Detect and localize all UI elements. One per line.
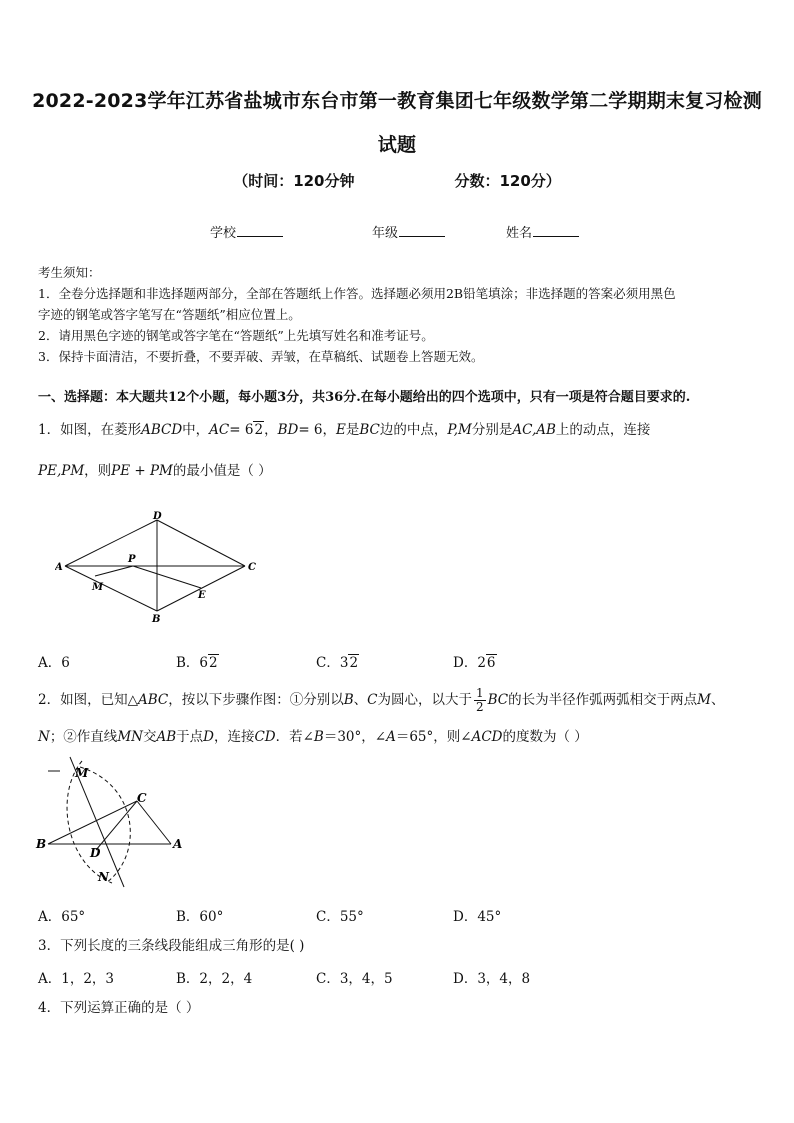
q2-option-d[interactable]: D．45° [453, 909, 502, 925]
exam-title-line2: 试题 [377, 134, 417, 156]
q1-option-d[interactable]: D．26 [453, 655, 496, 671]
fig2-label-n: N [98, 870, 109, 884]
q1-option-a[interactable]: A．6 [38, 655, 70, 671]
q3-stem: 3．下列长度的三条线段能组成三角形的是( ) [38, 938, 305, 954]
fig2-label-m: M [75, 766, 89, 780]
grade-label: 年级 [372, 226, 399, 241]
q3-option-d[interactable]: D．3，4，8 [453, 971, 531, 987]
name-label: 姓名 [506, 226, 533, 241]
school-field[interactable] [210, 222, 283, 241]
time-info: （时间：120分钟 [233, 172, 355, 190]
fig1-label-e: E [198, 590, 206, 601]
q1-option-c[interactable]: C．32 [316, 655, 359, 671]
fig1-label-d: D [153, 511, 162, 522]
q3-option-c[interactable]: C．3，4，5 [316, 971, 393, 987]
q2-option-c[interactable]: C．55° [316, 909, 364, 925]
q2-fraction: $\frac{1}{2}$ [476, 686, 484, 714]
name-field[interactable] [506, 222, 579, 241]
fig1-label-c: C [248, 562, 256, 573]
school-label: 学校 [210, 226, 237, 241]
fig2-label-b: B [36, 837, 47, 851]
q1-stem-line1: 1．如图，在菱形ABCD中，AC= 62，BD= 6，E是BC边的中点，P,M分别是AC,AB上的动点，连接 [38, 422, 651, 438]
q2-stem-line2: N；②作直线MN交AB于点D，连接CD．若∠B＝30°，∠A＝65°，则∠ACD的度数为（ ） [38, 729, 588, 745]
q2-triangle-figure [34, 755, 194, 890]
q1-rhombus-figure [55, 508, 265, 626]
q1-stem-line2: PE,PM，则PE + PM的最小值是（ ） [38, 463, 272, 479]
q4-stem: 4．下列运算正确的是（ ） [38, 1000, 200, 1016]
grade-field[interactable] [372, 222, 445, 241]
notice-item-1a: 1．全卷分选择题和非选择题两部分，全部在答题纸上作答。选择题必须用2B铅笔填涂；非选择题的答案必须用黑色 [38, 286, 676, 301]
exam-title-line1: 2022-2023学年江苏省盐城市东台市第一教育集团七年级数学第二学期期末复习检测 [32, 90, 762, 112]
notice-item-2: 2．请用黑色字迹的钢笔或答字笔在“答题纸”上先填写姓名和准考证号。 [38, 328, 434, 343]
section-heading: 一、选择题：本大题共12个小题，每小题3分，共36分.在每小题给出的四个选项中，只有一项是符合题目要求的. [38, 390, 691, 405]
q2-option-b[interactable]: B．60° [176, 909, 224, 925]
fig2-label-a: A [173, 837, 183, 851]
q2-stem-line1: 2．如图，已知△ABC，按以下步骤作图：①分别以B、C为圆心，以大于 $\frac{1}{2}$ BC的长为半径作弧两弧相交于两点M、 [38, 686, 725, 714]
fig1-label-b: B [152, 614, 161, 625]
notice-heading: 考生须知： [38, 265, 101, 280]
score-info: 分数：120分） [454, 172, 561, 190]
exam-meta [0, 170, 794, 191]
fig1-label-p: P [128, 554, 136, 565]
fig2-label-d: D [90, 846, 101, 860]
q2-option-a[interactable]: A．65° [38, 909, 86, 925]
fig2-label-c: C [137, 791, 147, 805]
q3-option-b[interactable]: B．2，2，4 [176, 971, 253, 987]
q1-option-b[interactable]: B．62 [176, 655, 218, 671]
fig1-label-a: A [55, 562, 63, 573]
notice-item-1b: 字迹的钢笔或答字笔写在“答题纸”相应位置上。 [38, 307, 301, 322]
notice-item-3: 3．保持卡面清洁，不要折叠，不要弄破、弄皱，在草稿纸、试题卷上答题无效。 [38, 349, 484, 364]
fig1-label-m: M [92, 582, 104, 593]
q3-option-a[interactable]: A．1，2，3 [38, 971, 115, 987]
